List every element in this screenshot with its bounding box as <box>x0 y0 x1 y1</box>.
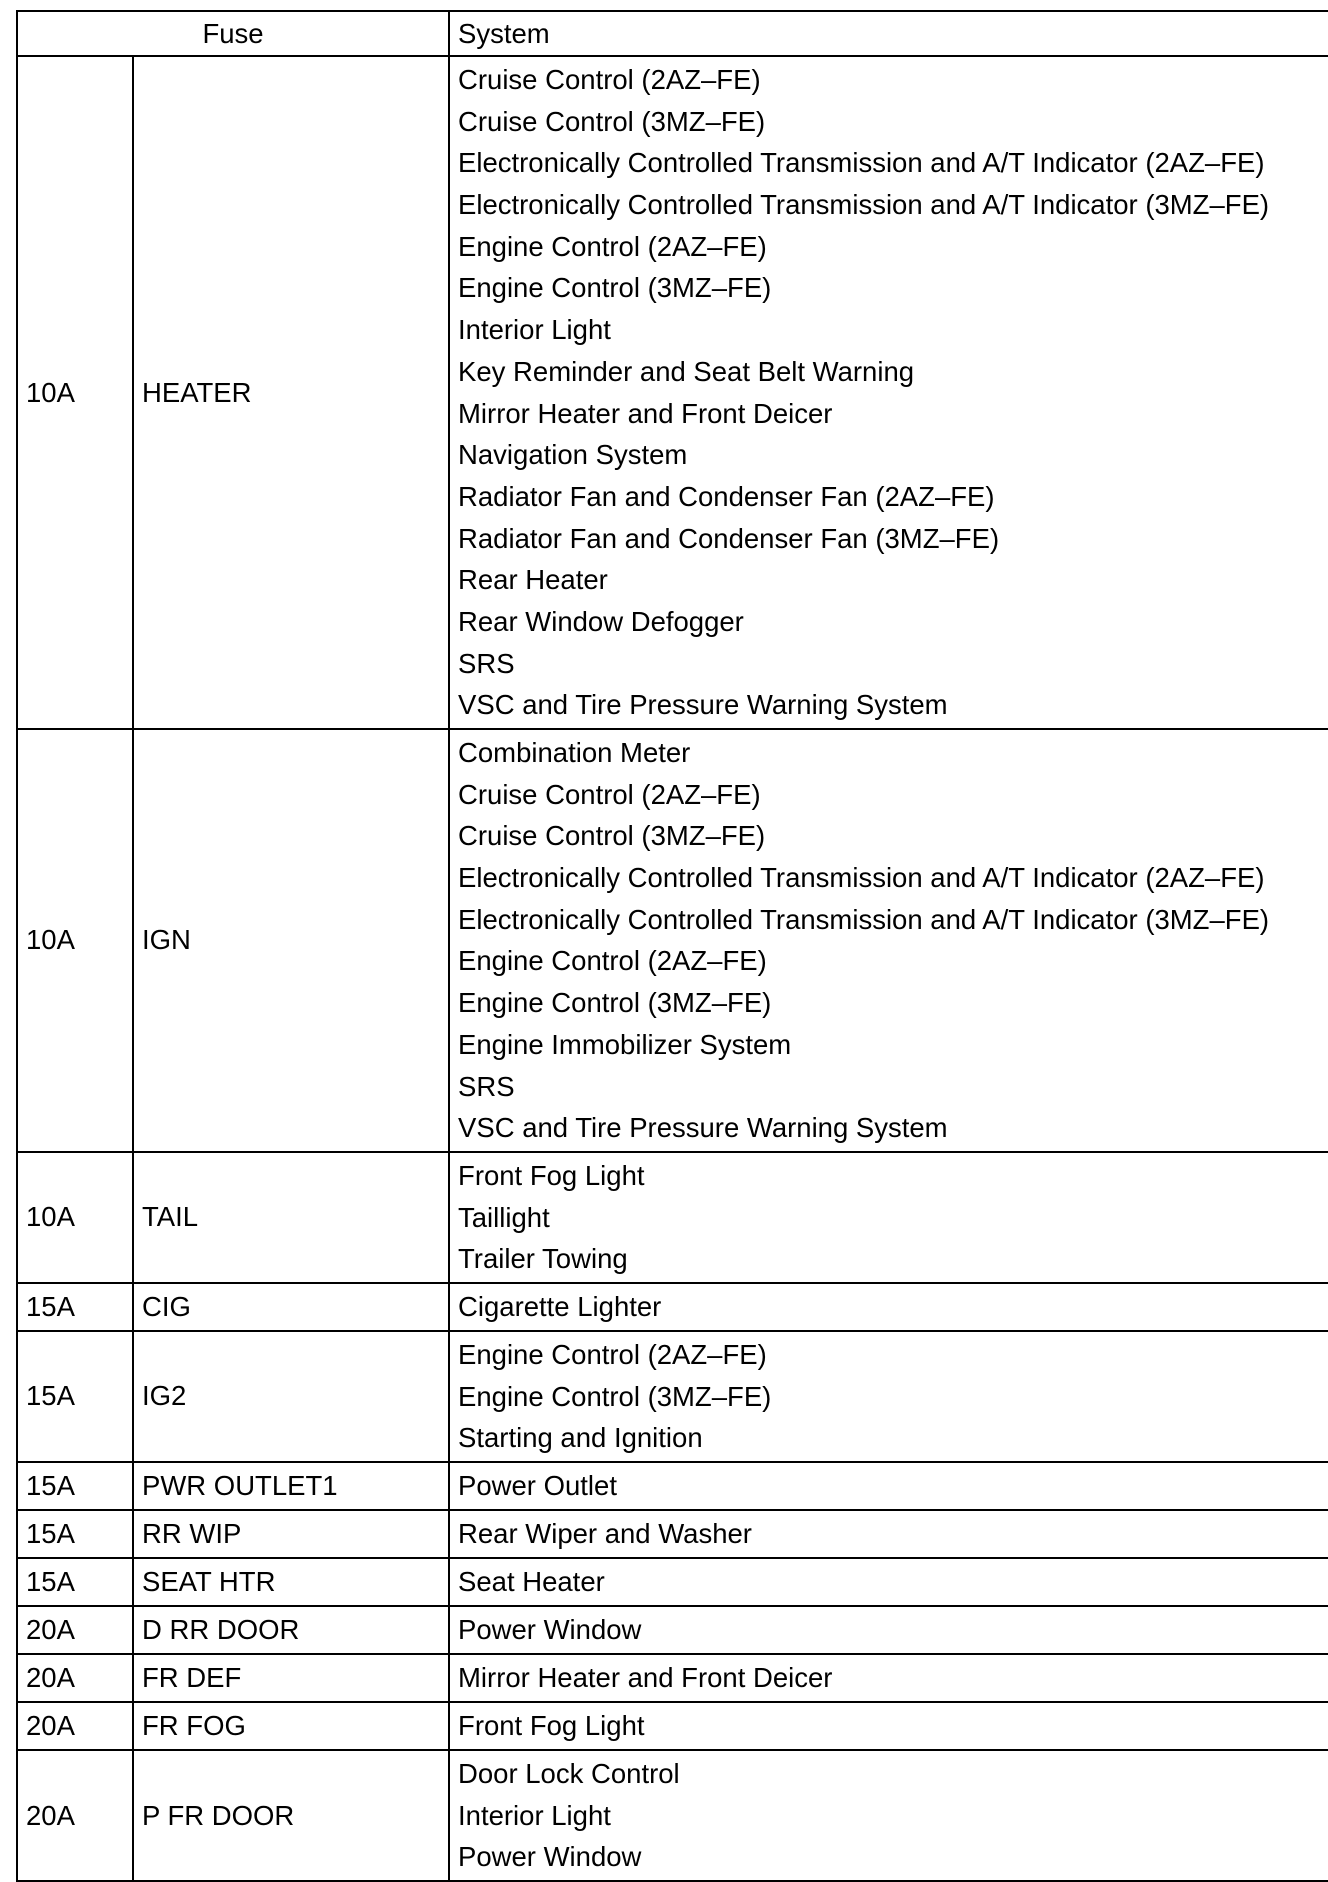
table-row <box>17 1152 1328 1283</box>
fuse-table <box>16 10 1328 1882</box>
table-row <box>17 1750 1328 1881</box>
system-list <box>449 1558 1328 1606</box>
system-item: Cigarette Lighter <box>458 1291 662 1323</box>
system-item: Cruise Control (3MZ–FE) <box>458 105 766 137</box>
system-item: Electronically Controlled Transmission and A/T Indicator (3MZ–FE) <box>458 903 1270 935</box>
system-item: Engine Immobilizer System <box>458 1028 792 1060</box>
system-item: Rear Heater <box>458 564 608 596</box>
fuse-amperage: 10A <box>17 56 133 729</box>
fuse-amperage: 15A <box>17 1283 133 1331</box>
system-item: Engine Control (3MZ–FE) <box>458 272 772 304</box>
system-item: Front Fog Light <box>458 1710 645 1742</box>
system-item: Engine Control (3MZ–FE) <box>458 987 772 1019</box>
fuse-name: PWR OUTLET1 <box>133 1462 449 1510</box>
system-list <box>449 1606 1328 1654</box>
system-item: Power Window <box>458 1614 642 1646</box>
system-item: Engine Control (2AZ–FE) <box>458 1338 767 1370</box>
system-list <box>449 729 1328 1152</box>
system-item: Engine Control (2AZ–FE) <box>458 230 767 262</box>
system-item: Interior Light <box>458 314 611 346</box>
fuse-amperage: 10A <box>17 729 133 1152</box>
fuse-name: IG2 <box>133 1331 449 1462</box>
table-row <box>17 56 1328 729</box>
fuse-name: IGN <box>133 729 449 1152</box>
system-item: Electronically Controlled Transmission and A/T Indicator (3MZ–FE) <box>458 189 1270 221</box>
system-item: Cruise Control (3MZ–FE) <box>458 820 766 852</box>
system-item: Radiator Fan and Condenser Fan (3MZ–FE) <box>458 522 1000 554</box>
system-item: VSC and Tire Pressure Warning System <box>458 1112 948 1144</box>
system-item: Mirror Heater and Front Deicer <box>458 397 833 429</box>
table-row <box>17 1606 1328 1654</box>
fuse-amperage: 15A <box>17 1462 133 1510</box>
fuse-amperage: 20A <box>17 1750 133 1881</box>
fuse-name: RR WIP <box>133 1510 449 1558</box>
table-row <box>17 1462 1328 1510</box>
table-row <box>17 1283 1328 1331</box>
system-list <box>449 1750 1328 1881</box>
system-item: Navigation System <box>458 439 688 471</box>
system-item: Electronically Controlled Transmission and A/T Indicator (2AZ–FE) <box>458 862 1265 894</box>
header-row <box>17 11 1328 56</box>
fuse-name: FR FOG <box>133 1702 449 1750</box>
system-item: Power Window <box>458 1841 642 1873</box>
header-system: System <box>449 11 1328 56</box>
table-row <box>17 1702 1328 1750</box>
fuse-table-body <box>17 56 1328 1881</box>
system-list <box>449 1510 1328 1558</box>
table-row <box>17 1654 1328 1702</box>
fuse-name: P FR DOOR <box>133 1750 449 1881</box>
fuse-amperage: 20A <box>17 1606 133 1654</box>
table-row <box>17 729 1328 1152</box>
table-row <box>17 1558 1328 1606</box>
system-item: Cruise Control (2AZ–FE) <box>458 64 761 95</box>
fuse-name: FR DEF <box>133 1654 449 1702</box>
system-item: Door Lock Control <box>458 1758 680 1789</box>
system-list <box>449 1152 1328 1283</box>
system-item: Key Reminder and Seat Belt Warning <box>458 355 915 387</box>
system-item: Starting and Ignition <box>458 1422 703 1454</box>
fuse-name: SEAT HTR <box>133 1558 449 1606</box>
system-list <box>449 56 1328 729</box>
system-item: Electronically Controlled Transmission and A/T Indicator (2AZ–FE) <box>458 147 1265 179</box>
fuse-name: HEATER <box>133 56 449 729</box>
fuse-name: D RR DOOR <box>133 1606 449 1654</box>
system-item: Rear Wiper and Washer <box>458 1518 752 1550</box>
system-item: SRS <box>458 1070 515 1102</box>
fuse-amperage: 15A <box>17 1510 133 1558</box>
system-item: Radiator Fan and Condenser Fan (2AZ–FE) <box>458 480 995 512</box>
system-item: Seat Heater <box>458 1566 605 1598</box>
system-item: Trailer Towing <box>458 1243 628 1275</box>
system-list <box>449 1331 1328 1462</box>
fuse-amperage: 15A <box>17 1331 133 1462</box>
system-list <box>449 1283 1328 1331</box>
system-item: Engine Control (3MZ–FE) <box>458 1380 772 1412</box>
system-item: Power Outlet <box>458 1470 617 1502</box>
header-fuse: Fuse <box>17 11 449 56</box>
fuse-amperage: 15A <box>17 1558 133 1606</box>
system-item: Cruise Control (2AZ–FE) <box>458 778 761 810</box>
table-row <box>17 1510 1328 1558</box>
system-list <box>449 1702 1328 1750</box>
system-item: Rear Window Defogger <box>458 605 744 637</box>
system-item: Engine Control (2AZ–FE) <box>458 945 767 977</box>
table-row <box>17 1331 1328 1462</box>
system-item: Interior Light <box>458 1799 611 1831</box>
system-item: Taillight <box>458 1201 550 1233</box>
fuse-name: TAIL <box>133 1152 449 1283</box>
fuse-name: CIG <box>133 1283 449 1331</box>
fuse-amperage: 10A <box>17 1152 133 1283</box>
system-item: Mirror Heater and Front Deicer <box>458 1662 833 1694</box>
fuse-amperage: 20A <box>17 1702 133 1750</box>
fuse-amperage: 20A <box>17 1654 133 1702</box>
system-item: Combination Meter <box>458 737 691 768</box>
system-item: SRS <box>458 647 515 679</box>
system-item: VSC and Tire Pressure Warning System <box>458 689 948 721</box>
system-list <box>449 1462 1328 1510</box>
system-list <box>449 1654 1328 1702</box>
system-item: Front Fog Light <box>458 1159 645 1191</box>
